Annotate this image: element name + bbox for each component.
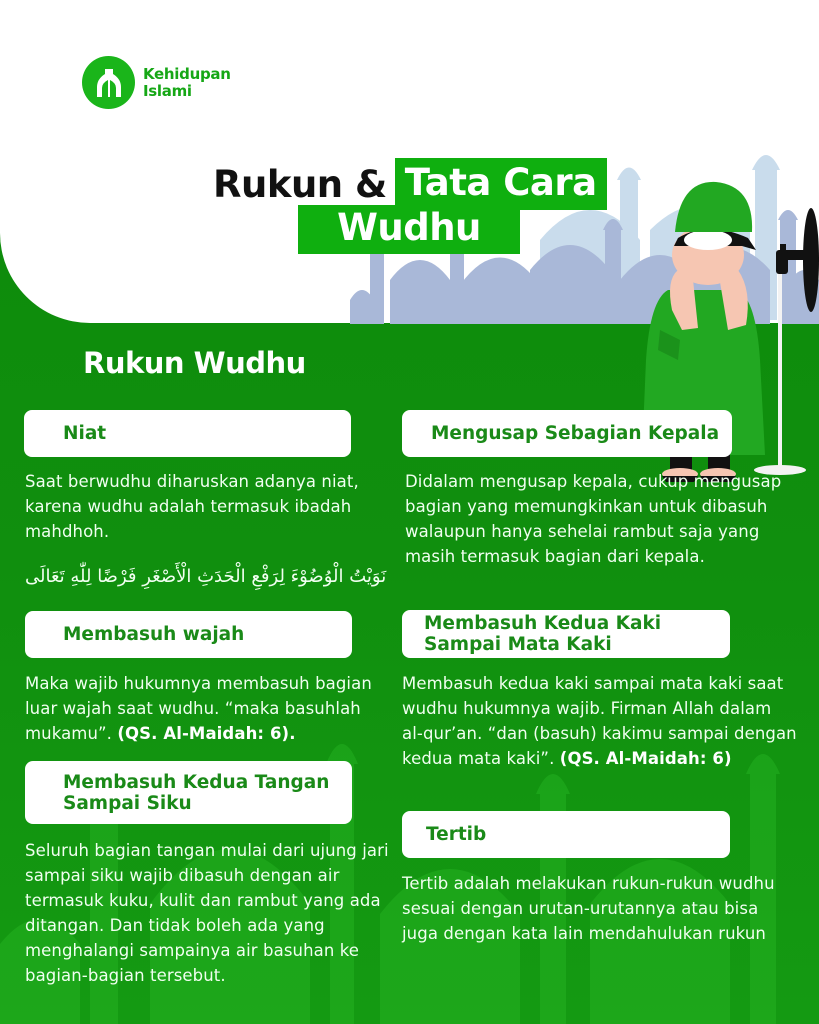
section-title: Rukun Wudhu — [83, 346, 306, 380]
card-body-membasuh-wajah — [25, 671, 385, 746]
card-header-membasuh-kaki — [402, 610, 730, 658]
card-header-tertib — [402, 811, 730, 858]
card-header-membasuh-tangan — [25, 761, 352, 824]
quran-reference: (QS. Al-Maidah: 6). — [117, 724, 296, 743]
card-body-tertib: Tertib adalah melakukan rukun-rukun wudhu sesuai dengan urutan-urutannya atau bisa juga dengan kata lain mendahulukan rukun — [402, 874, 775, 943]
card-body-membasuh-tangan: Seluruh bagian tangan mulai dari ujung jari sampai siku wajib dibasuh dengan air termasuk kuku, kulit dan rambut yang ada ditangan. Dan tidak boleh ada yang menghalangi sampainya air basuhan ke bagian-bagian tersebut. — [25, 841, 389, 985]
title-part-tata-cara: Tata Cara — [395, 158, 607, 210]
page-title — [213, 158, 607, 210]
brand-name — [143, 66, 231, 100]
card-header-niat — [24, 410, 351, 457]
card-header-membasuh-wajah — [25, 611, 352, 658]
brand-name-line1: Kehidupan — [143, 64, 231, 83]
brand-logo — [82, 56, 231, 109]
card-text: Maka wajib hukumnya membasuh bagian luar wajah saat wudhu. “maka basuhlah mukamu”. — [25, 674, 372, 743]
card-header-mengusap-kepala — [402, 410, 732, 457]
card-title-line1: Membasuh Kedua Kaki — [424, 613, 662, 634]
title-part-wudhu: Wudhu — [298, 205, 520, 254]
card-title-line2: Sampai Mata Kaki — [424, 634, 612, 655]
card-body-mengusap-kepala: Didalam mengusap kepala, cukup mengusap bagian yang memungkinkan untuk dibasuh walaupun hanya sehelai rambut saja yang masih termasuk bagian dari kepala. — [405, 472, 782, 566]
card-title: Niat — [63, 423, 107, 444]
card-body-niat: Saat berwudhu diharuskan adanya niat, karena wudhu adalah termasuk ibadah mahdhoh. — [25, 472, 359, 541]
niat-arabic-text: نَوَيْتُ الْوُضُوْءَ لِرَفْعِ الْحَدَثِ الْأَصْغَرِ فَرْضًا لِلّٰهِ تَعَالَى — [25, 566, 387, 587]
card-title-line1: Membasuh Kedua Tangan — [63, 771, 330, 793]
card-body-membasuh-kaki — [402, 671, 797, 771]
brand-name-line2: Islami — [143, 81, 192, 100]
card-title: Tertib — [426, 824, 487, 845]
card-title-line2: Sampai Siku — [63, 792, 192, 814]
title-part-rukun: Rukun & — [213, 162, 387, 206]
quran-reference: (QS. Al-Maidah: 6) — [559, 749, 732, 768]
mosque-arch-icon — [82, 56, 135, 109]
card-title: Membasuh wajah — [63, 624, 245, 645]
card-title: Mengusap Sebagian Kepala — [431, 423, 720, 444]
card-text: Membasuh kedua kaki sampai mata kaki saat wudhu hukumnya wajib. Firman Allah dalam al-qur’an. “dan (basuh) kakimu sampai dengan kedua mata kaki”. — [402, 674, 797, 768]
